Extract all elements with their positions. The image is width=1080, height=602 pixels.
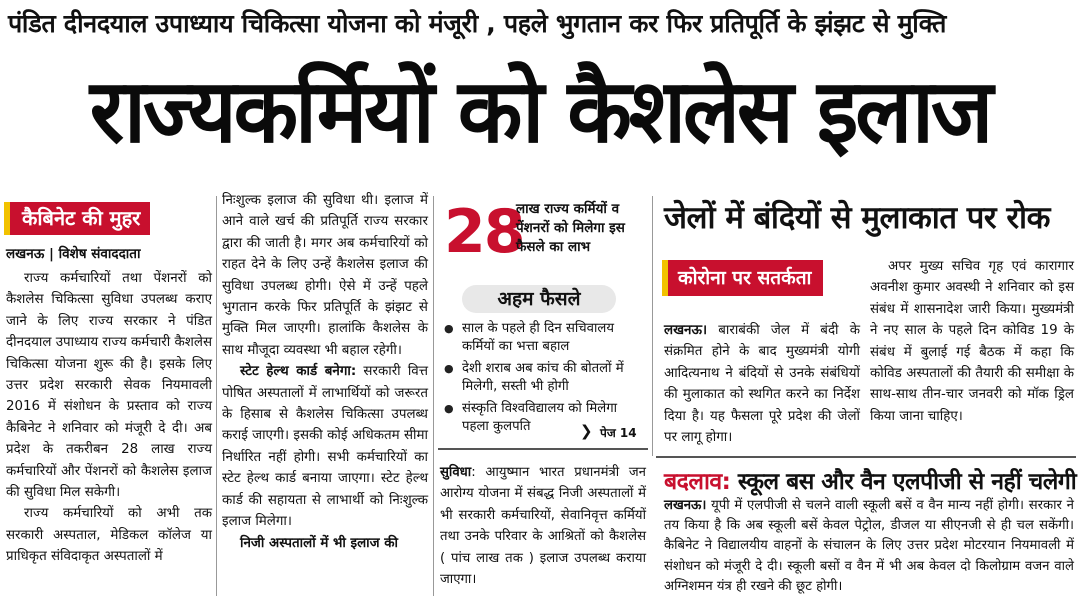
- beneficiary-count: 28: [444, 197, 524, 267]
- state-health-card-subhead: स्टेट हेल्थ कार्ड बनेगा:: [240, 364, 357, 380]
- byline: लखनऊ | विशेष संवाददाता: [6, 246, 141, 262]
- col1-para-2: राज्य कर्मचारियों को अभी तक सरकारी अस्पताल, मेडिकल कॉलेज या प्राधिकृत संविदाकृत अस्पतालों में: [6, 506, 212, 565]
- col1-para-1: राज्य कर्मचारियों तथा पेंशनरों को कैशलेस चिकित्सा सुविधा उपलब्ध कराए जाने के लिए राज्य सरकार ने पंडित दीनदयाल उपाध्याय राज्य कर्मचारी कैशलेस चिकित्सा योजना शुरू की है। इसके लिए उत्तर प्रदेश सरकारी सेवक नियमावली 2016 में संशोधन के प्रस्ताव को राज्य कैबिनेट ने शनिवार को मंजूरी दे दी। अब प्रदेश के तकरीबन 28 लाख राज्य कर्मचारियों और पेंशनरों को कैशलेस इलाज की सुविधा मिल सकेगी।: [6, 271, 213, 501]
- col2-para-2: सरकारी वित्त पोषित अस्पतालों में लाभार्थियों को जरूरत के हिसाब से कैशलेस चिकित्सा उपलब्ध कराई जाएगी। इसकी कोई अधिकतम सीमा निर्धारित नहीं होगी। सभी कर्मचारियों का स्टेट हेल्थ कार्ड बनाया जाएगा। स्टेट हेल्थ कार्ड की सहायता से लाभार्थी को निःशुल्क इलाज मिलेगा।: [222, 364, 428, 530]
- school-text: [664, 496, 1074, 597]
- cabinet-tag-label: कैबिनेट की मुहर: [22, 206, 141, 230]
- key-decisions-list: [444, 320, 644, 440]
- jail-headline: जेलों में बंदियों से मुलाकात पर रोक: [664, 200, 1050, 236]
- jail-col-1: [664, 320, 860, 448]
- column-divider: [652, 196, 653, 456]
- kicker-line: पंडित दीनदयाल उपाध्याय चिकित्सा योजना को मंजूरी , पहले भुगतान कर फिर प्रतिपूर्ति के झंझट से मुक्ति: [8, 9, 947, 38]
- jail-col-2: [870, 256, 1074, 427]
- page-reference: पेज 14: [600, 426, 637, 440]
- jail-para-2: अपर मुख्य सचिव गृह एवं कारागार अवनीश कुमार अवस्थी ने शनिवार को इस संबंध में शासनादेश जारी किया। मुख्यमंत्री ने नए साल के पहले दिन कोविड 19 के संबंध में बुलाई गई बैठक में कहा कि कोविड अस्पतालों की तैयारी की समीक्षा के साथ-साथ तीन-चार जनवरी को मॉक ड्रिल किया जाना चाहिए।: [870, 259, 1074, 424]
- column-3-text: [440, 462, 646, 590]
- box-bottom-rule: [438, 448, 648, 450]
- jail-dateline: लखनऊ।: [664, 323, 708, 338]
- beneficiary-text: लाख राज्य कर्मियों व पेंशनरों को मिलेगा इस फैसले का लाभ: [516, 201, 625, 255]
- decision-item: ● देशी शराब अब कांच की बोतलों में मिलेगी, सस्ती भी होगी: [444, 360, 644, 396]
- key-decisions-title: अहम फैसले: [462, 285, 616, 313]
- corona-tag-label: कोरोना पर सतर्कता: [678, 267, 812, 289]
- private-hospital-subhead: निजी अस्पतालों में भी इलाज की: [240, 535, 399, 551]
- jail-para-1: बाराबंकी जेल में बंदी के संक्रमित होने के बाद मुख्यमंत्री योगी आदित्यनाथ ने बंदियों से उनके संबंधियों की मुलाकात को स्थगित करने का निर्देश दिया है। यह फैसला पूरे प्रदेश की जेलों पर लागू होगा।: [664, 323, 860, 446]
- jail-bottom-rule: [656, 456, 1076, 458]
- decision-item: ● साल के पहले ही दिन सचिवालय कर्मियों का भत्ता बहाल: [444, 320, 644, 356]
- school-para: यूपी में एलपीजी से चलने वाली स्कूली बसें व वैन मान्य नहीं होगी। सरकार ने तय किया है कि अब स्कूली बसें केवल पेट्रोल, डीजल या सीएनजी से ही चल सकेंगी। कैबिनेट ने विद्यालयीय वाहनों के संचालन के लिए उत्तर प्रदेश मोटरयान नियमावली में संशोधन को मंजूरी दे दी। स्कूली बसों व वैन में भी अब केवल दो किलोग्राम वजन वाले अग्निशमन यंत्र ही रखने की छूट होगी।: [664, 498, 1074, 594]
- tag-accent: [662, 260, 668, 296]
- col2-para-1: निःशुल्क इलाज की सुविधा थी। इलाज में आने वाले खर्च की प्रतिपूर्ति राज्य सरकार द्वारा की जाती है। मगर अब कर्मचारियों को राहत देने के लिए उन्हें कैशलेस इलाज की सुविधा उपलब्ध होगी। ऐसे में उन्हें पहले भुगतान करके फिर प्रतिपूर्ति के झंझट से मुक्ति मिल जाएगी। हालांकि कैशलेस के साथ मौजूदा व्यवस्था भी बहाल रहेगी।: [222, 193, 428, 358]
- school-headline: [664, 464, 1076, 496]
- decision-item: ● संस्कृति विश्वविद्यालय को मिलेगा पहला कुलपति: [444, 400, 644, 436]
- school-headline-text: स्कूल बस और वैन एलपीजी से नहीं चलेगी: [730, 469, 1077, 495]
- corona-tag: [662, 260, 823, 296]
- column-1-text: [6, 268, 212, 568]
- main-headline: राज्यकर्मियों को कैशलेस इलाज: [89, 59, 991, 163]
- facility-subhead: सुविधा: [440, 465, 472, 480]
- school-dateline: लखनऊ।: [664, 498, 707, 513]
- col3-para: : आयुष्मान भारत प्रधानमंत्री जन आरोग्य योजना में संबद्ध निजी अस्पतालों में भी सरकारी कर्मचारियों, सेवानिवृत्त कर्मियों तथा उनके परिवार के आश्रितों को कैशलेस ( पांच लाख तक ) इलाज उपलब्ध कराया जाएगा।: [440, 465, 646, 588]
- column-divider: [433, 196, 434, 596]
- change-label: बदलाव:: [664, 469, 731, 495]
- chevron-right-icon: ❯: [580, 422, 593, 440]
- cabinet-tag: [4, 202, 150, 235]
- column-divider: [216, 196, 217, 596]
- column-2-text: [222, 190, 428, 554]
